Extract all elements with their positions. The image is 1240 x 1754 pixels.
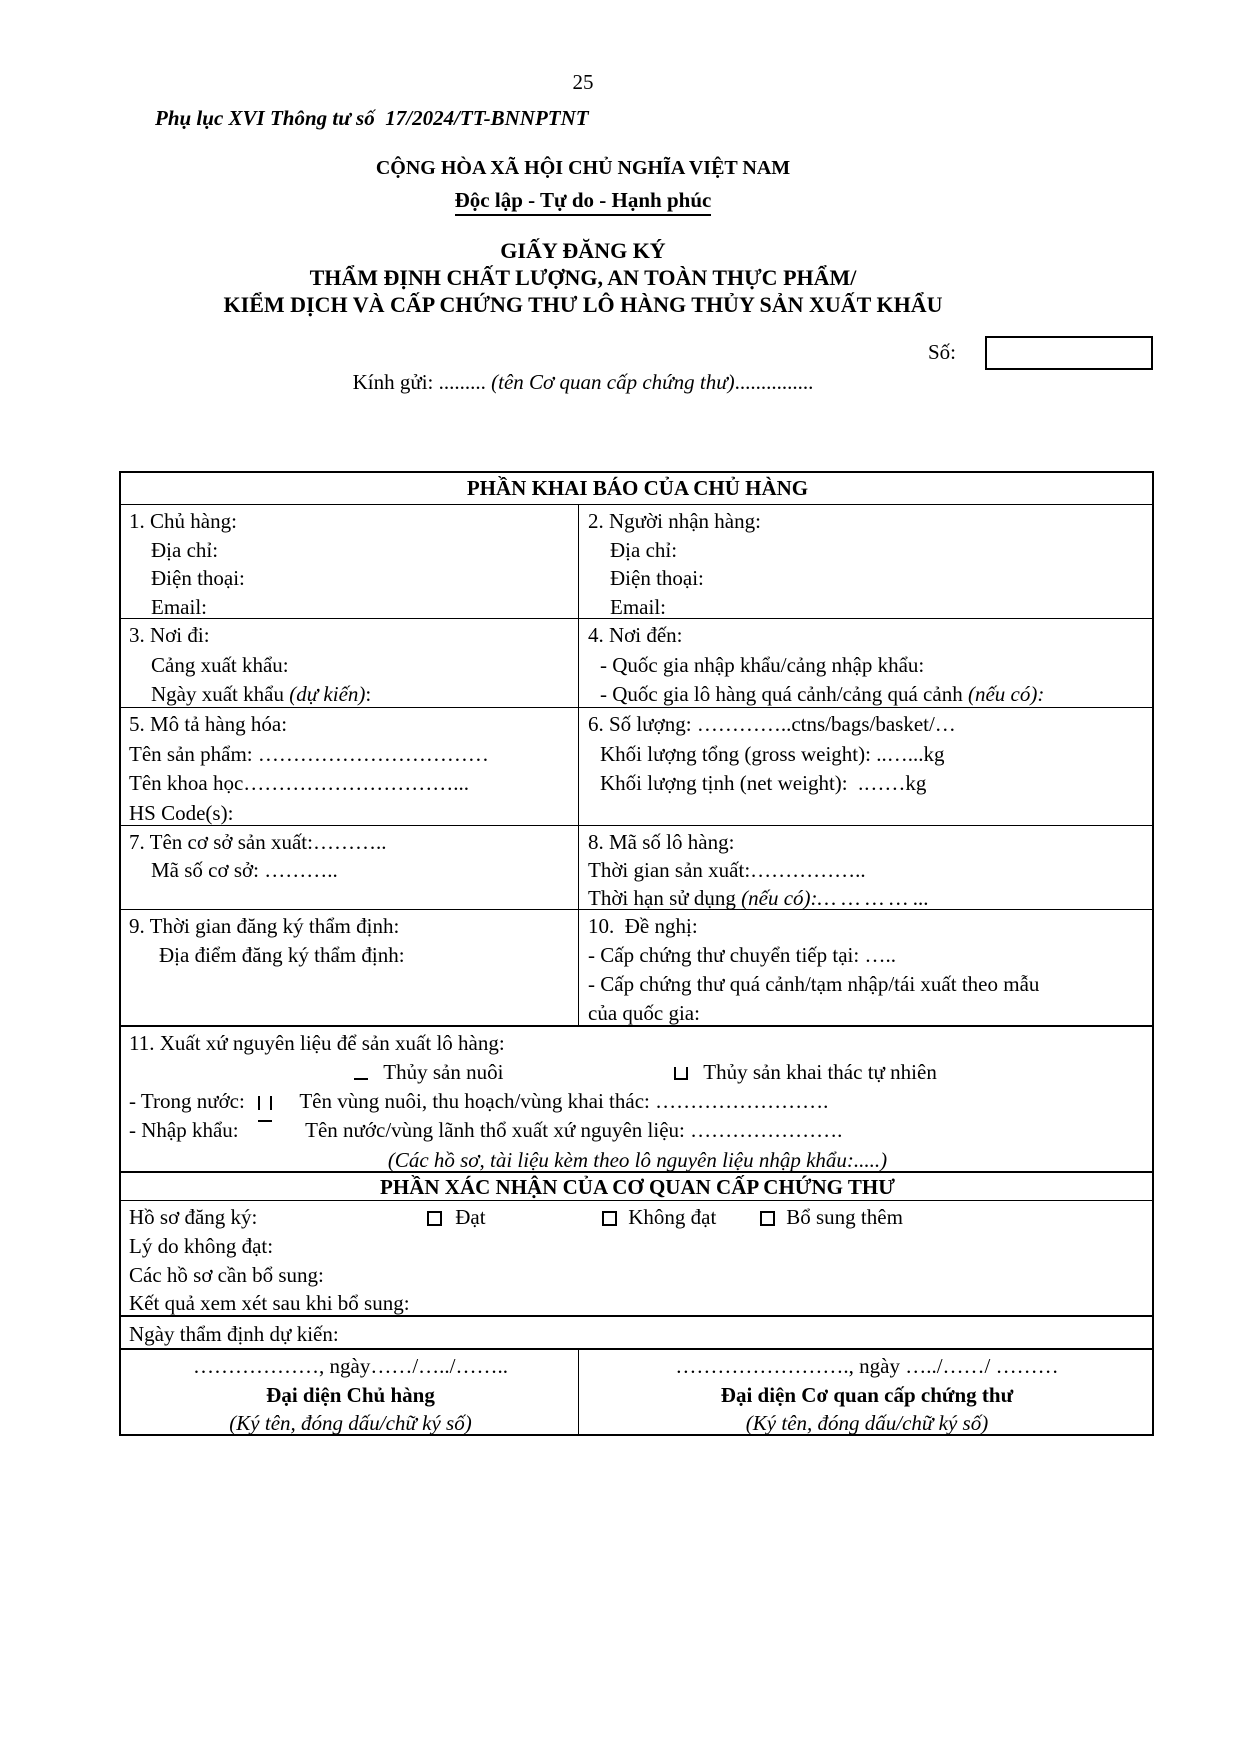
row-goods-quantity xyxy=(121,707,1152,825)
option-wild-label: Thủy sản khai thác tự nhiên xyxy=(703,1060,937,1085)
cell-signature-authority xyxy=(579,1350,1152,1434)
checkbox-pass-icon[interactable] xyxy=(427,1211,442,1226)
cell-goods-description xyxy=(121,708,579,825)
row-material-origin xyxy=(121,1025,1152,1171)
export-date: Ngày xuất khẩu (dự kiến): xyxy=(151,682,372,706)
checkbox-imported-icon[interactable] xyxy=(258,1120,272,1131)
cell-consignee xyxy=(579,505,1152,618)
consignee-phone: Điện thoại: xyxy=(610,566,704,590)
dossier-label: Hồ sơ đăng ký: xyxy=(129,1205,258,1229)
origin-title: 3. Nơi đi: xyxy=(129,623,210,647)
authority-sign-date: ……………………., ngày …../……/ ……… xyxy=(675,1354,1059,1378)
destination-title: 4. Nơi đến: xyxy=(588,623,683,647)
appendix-reference: Phụ lục XVI Thông tư số 17/2024/TT-BNNPTNT xyxy=(155,106,589,130)
consignee-title: 2. Người nhận hàng: xyxy=(588,509,761,533)
row-signatures xyxy=(121,1348,1152,1434)
national-motto-line2 xyxy=(0,188,1166,213)
expected-inspection-date: Ngày thẩm định dự kiến: xyxy=(129,1322,339,1346)
material-origin-title: 11. Xuất xứ nguyên liệu để sản xuất lô hàng: xyxy=(129,1031,505,1055)
motto-underlined-text: Độc lập - Tự do - Hạnh phúc xyxy=(455,188,712,216)
imported-label: - Nhập khẩu: xyxy=(129,1118,239,1143)
consignee-address: Địa chỉ: xyxy=(610,537,678,562)
request-transit-cert: - Cấp chứng thư quá cảnh/tạm nhập/tái xuất theo mẫu xyxy=(588,972,1040,996)
row-expected-date xyxy=(121,1315,1152,1348)
net-weight: Khối lượng tịnh (net weight): .……kg xyxy=(600,771,927,795)
checkbox-domestic-icon[interactable] xyxy=(258,1096,272,1110)
origin-type-options xyxy=(129,1058,1146,1087)
quantity-title: 6. Số lượng: …………..ctns/bags/basket/… xyxy=(588,712,956,736)
producer-name: 7. Tên cơ sở sản xuất:……….. xyxy=(129,830,387,854)
section1-header: PHẦN KHAI BÁO CỦA CHỦ HÀNG xyxy=(466,476,809,500)
addressee-hint: (tên Cơ quan cấp chứng thư) xyxy=(485,370,735,394)
section2-header: PHẦN XÁC NHẬN CỦA CƠ QUAN CẤP CHỨNG THƯ xyxy=(380,1175,895,1199)
authority-sign-note: (Ký tên, đóng dấu/chữ ký số) xyxy=(745,1411,989,1436)
form-title-line2: THẨM ĐỊNH CHẤT LƯỢNG, AN TOÀN THỰC PHẨM/ xyxy=(309,265,857,290)
option-supplement xyxy=(760,1203,903,1232)
imported-material-note: (Các hồ sơ, tài liệu kèm theo lô nguyên liệu nhập khẩu:.....) xyxy=(387,1147,888,1172)
consignee-email: Email: xyxy=(610,594,666,619)
option-pass-label: Đạt xyxy=(455,1205,486,1229)
option-farmed-label: Thủy sản nuôi xyxy=(383,1060,504,1085)
cell-lot xyxy=(579,826,1152,909)
domestic-area-text: Tên vùng nuôi, thu hoạch/vùng khai thác: ……………………. xyxy=(299,1089,829,1114)
section1-header-row xyxy=(121,473,1152,504)
checkbox-supplement-icon[interactable] xyxy=(760,1211,775,1226)
option-supplement-label: Bổ sung thêm xyxy=(786,1205,903,1229)
checkbox-farmed-icon[interactable] xyxy=(354,1069,368,1080)
goods-title: 5. Mô tả hàng hóa: xyxy=(129,712,288,736)
form-table xyxy=(119,471,1154,1436)
dossier-status-line xyxy=(129,1203,1146,1232)
authority-representative: Đại diện Cơ quan cấp chứng thư xyxy=(720,1382,1014,1407)
cell-destination xyxy=(579,619,1152,707)
request-transfer-cert: - Cấp chứng thư chuyển tiếp tại: ….. xyxy=(588,943,896,967)
request-title: 10. Đề nghị: xyxy=(588,914,698,938)
review-result: Kết quả xem xét sau khi bổ sung: xyxy=(129,1291,410,1316)
product-name: Tên sản phẩm: …………………………… xyxy=(129,741,489,766)
scientific-name: Tên khoa học…………………………... xyxy=(129,771,470,795)
cell-dossier-assessment xyxy=(121,1201,1152,1318)
cell-material-origin xyxy=(121,1027,1152,1175)
cell-quantity xyxy=(579,708,1152,825)
hs-code: HS Code(s): xyxy=(129,800,234,825)
cell-inspection-registration xyxy=(121,910,579,1025)
transit-country: - Quốc gia lô hàng quá cảnh/cảng quá cảnh (nếu có): xyxy=(600,682,1045,706)
owner-address: Địa chỉ: xyxy=(151,537,219,562)
option-wild-caught xyxy=(674,1058,937,1087)
domestic-line xyxy=(129,1087,1146,1116)
option-fail xyxy=(602,1203,716,1232)
owner-title: 1. Chủ hàng: xyxy=(129,509,237,533)
owner-phone: Điện thoại: xyxy=(151,566,245,590)
cell-signature-owner xyxy=(121,1350,579,1434)
producer-code: Mã số cơ sở: ……….. xyxy=(151,858,338,882)
form-title-line3: KIỂM DỊCH VÀ CẤP CHỨNG THƯ LÔ HÀNG THỦY SẢN XUẤT KHẨU xyxy=(223,292,943,317)
row-inspection-request xyxy=(121,909,1152,1025)
cell-producer xyxy=(121,826,579,909)
import-country: - Quốc gia nhập khẩu/cảng nhập khẩu: xyxy=(600,652,925,677)
national-motto-line1: CỘNG HÒA XÃ HỘI CHỦ NGHĨA VIỆT NAM xyxy=(375,157,791,179)
row-producer-lot xyxy=(121,825,1152,909)
row-dossier-assessment xyxy=(121,1200,1152,1315)
inspection-place: Địa điểm đăng ký thẩm định: xyxy=(159,943,405,967)
checkbox-fail-icon[interactable] xyxy=(602,1211,617,1226)
addressee-prefix: Kính gửi: ......... xyxy=(352,370,486,394)
owner-sign-note: (Ký tên, đóng dấu/chữ ký số) xyxy=(229,1411,472,1436)
cell-owner xyxy=(121,505,579,618)
gross-weight: Khối lượng tổng (gross weight): ..…...kg xyxy=(600,741,945,766)
so-number-field[interactable] xyxy=(985,336,1153,370)
checkbox-wild-icon[interactable] xyxy=(674,1067,688,1080)
option-farmed xyxy=(354,1058,503,1087)
addressee-line xyxy=(0,370,1166,395)
owner-sign-date: ………………, ngày……/…../…….. xyxy=(193,1354,508,1378)
production-time: Thời gian sản xuất:…………….. xyxy=(588,858,866,882)
imported-line xyxy=(129,1116,1146,1145)
inspection-time: 9. Thời gian đăng ký thẩm định: xyxy=(129,914,400,938)
row-origin-destination xyxy=(121,618,1152,707)
domestic-label: - Trong nước: xyxy=(129,1089,245,1114)
page-number: 25 xyxy=(572,70,594,94)
section2-header-row xyxy=(121,1171,1152,1200)
form-title-line1: GIẤY ĐĂNG KÝ xyxy=(500,238,666,263)
export-port: Cảng xuất khẩu: xyxy=(151,652,289,677)
fail-reason: Lý do không đạt: xyxy=(129,1234,274,1258)
cell-origin xyxy=(121,619,579,707)
option-fail-label: Không đạt xyxy=(628,1205,717,1229)
cell-request xyxy=(579,910,1152,1025)
row-owner-consignee xyxy=(121,504,1152,618)
addressee-suffix: ............... xyxy=(734,370,814,394)
owner-email: Email: xyxy=(151,594,207,619)
owner-representative: Đại diện Chủ hàng xyxy=(266,1382,435,1407)
lot-code: 8. Mã số lô hàng: xyxy=(588,830,735,854)
imported-country-text: Tên nước/vùng lãnh thổ xuất xứ nguyên liệu: …………………. xyxy=(305,1118,843,1143)
so-label: Số: xyxy=(928,340,957,364)
option-pass xyxy=(427,1203,486,1232)
docs-to-supplement: Các hồ sơ cần bổ sung: xyxy=(129,1262,324,1287)
expiry-date: Thời hạn sử dụng (nếu có):… … … … ... xyxy=(588,886,929,910)
request-transit-cert-cont: của quốc gia: xyxy=(588,1001,700,1025)
